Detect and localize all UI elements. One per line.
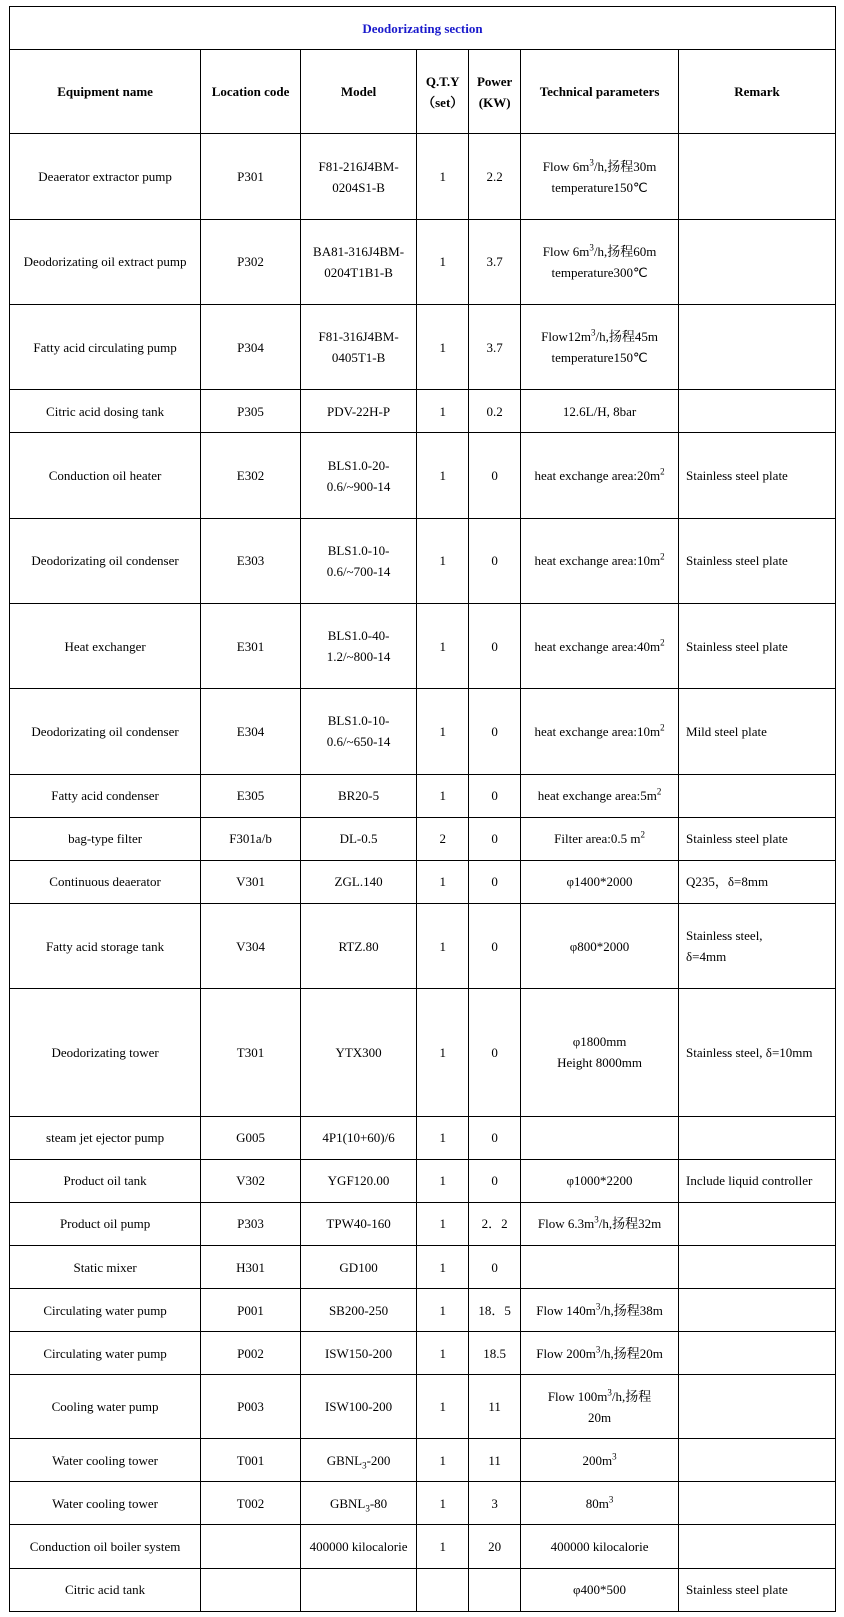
header-power-line1: Power — [476, 73, 513, 89]
technical-parameters-cell-line: heat exchange $area:40m^2$ — [534, 637, 665, 654]
location-code-cell: E301 — [201, 603, 301, 688]
section-title: Deodorizating section — [10, 7, 836, 50]
technical-parameters-cell-line: Flow $140m^3/h$,扬程38m — [536, 1301, 663, 1318]
technical-parameters-cell — [521, 817, 679, 860]
technical-parameters-cell-line: temperature300℃ — [551, 264, 648, 280]
model-cell-line: TPW40-160 — [326, 1216, 391, 1232]
location-code-cell: P303 — [201, 1202, 301, 1245]
location-code-cell — [201, 1568, 301, 1611]
equipment-name-cell: Water cooling tower — [10, 1439, 201, 1482]
power-cell: 0 — [469, 603, 521, 688]
technical-parameters-cell-line: temperature150℃ — [551, 350, 648, 366]
qty-cell: 1 — [417, 860, 469, 903]
remark-cell — [679, 304, 836, 389]
model-cell-line: GD100 — [339, 1259, 378, 1275]
technical-parameters-cell-line: Flow $200m^3/h$,扬程20m — [536, 1344, 663, 1361]
location-code-cell: T301 — [201, 989, 301, 1116]
qty-cell: 1 — [417, 1159, 469, 1202]
qty-cell: 1 — [417, 1332, 469, 1375]
model-cell — [300, 1289, 416, 1332]
remark-cell — [679, 1289, 836, 1332]
location-code-cell: E304 — [201, 689, 301, 774]
technical-parameters-cell-line: φ800*2000 — [569, 938, 630, 954]
equipment-name-cell: Circulating water pump — [10, 1289, 201, 1332]
remark-cell — [679, 1116, 836, 1159]
location-code-cell: F301a/b — [201, 817, 301, 860]
technical-parameters-cell — [521, 1525, 679, 1568]
header-location-code: Location code — [201, 50, 301, 134]
location-code-cell: P302 — [201, 219, 301, 304]
technical-parameters-cell — [521, 433, 679, 518]
remark-cell-line: Stainless steel plate — [686, 831, 788, 847]
model-cell — [300, 1568, 416, 1611]
model-cell-line: F81-216J4BM- — [318, 158, 399, 174]
power-cell: 3.7 — [469, 304, 521, 389]
technical-parameters-cell — [521, 219, 679, 304]
qty-cell: 1 — [417, 134, 469, 219]
model-cell-line: 0.6/~650-14 — [326, 734, 391, 750]
table-row — [10, 1332, 836, 1375]
model-cell-line: BLS1.0-20- — [327, 457, 390, 473]
table-row — [10, 603, 836, 688]
model-cell — [300, 774, 416, 817]
qty-cell: 1 — [417, 390, 469, 433]
power-cell — [469, 1568, 521, 1611]
equipment-name-cell: Heat exchanger — [10, 603, 201, 688]
technical-parameters-cell-line: heat exchange $area:20m^2$ — [534, 466, 665, 484]
technical-parameters-cell-line: φ400*500 — [573, 1582, 627, 1598]
header-qty — [417, 50, 469, 134]
model-cell — [300, 304, 416, 389]
model-cell-line: 400000 kilocalorie — [309, 1539, 408, 1554]
model-cell-line: ISW150-200 — [324, 1345, 393, 1361]
model-cell — [300, 860, 416, 903]
technical-parameters-cell — [521, 774, 679, 817]
remark-cell-line: Q235，δ=8mm — [686, 874, 769, 890]
header-qty-line2: （set） — [422, 94, 464, 110]
power-cell: 11 — [469, 1439, 521, 1482]
location-code-cell: E303 — [201, 518, 301, 603]
table-row — [10, 1525, 836, 1568]
model-cell-line: PDV-22H-P — [327, 403, 391, 419]
model-cell-line: RTZ.80 — [338, 938, 379, 954]
equipment-name-cell: Deodorizating tower — [10, 989, 201, 1116]
model-cell — [300, 1202, 416, 1245]
power-cell: 3.7 — [469, 219, 521, 304]
power-cell: 2．2 — [469, 1202, 521, 1245]
remark-cell — [679, 134, 836, 219]
model-cell — [300, 1246, 416, 1289]
model-cell — [300, 390, 416, 433]
model-cell-line: ISW100-200 — [324, 1399, 393, 1415]
location-code-cell: P001 — [201, 1289, 301, 1332]
table-row — [10, 1482, 836, 1525]
remark-cell — [679, 1439, 836, 1482]
technical-parameters-cell — [521, 1375, 679, 1439]
remark-cell — [679, 989, 836, 1116]
qty-cell: 1 — [417, 903, 469, 988]
remark-cell — [679, 603, 836, 688]
header-model: Model — [300, 50, 416, 134]
table-row — [10, 433, 836, 518]
model-cell — [300, 134, 416, 219]
equipment-name-cell: Deodorizating oil extract pump — [10, 219, 201, 304]
power-cell: 20 — [469, 1525, 521, 1568]
model-cell-line: BLS1.0-10- — [327, 713, 390, 729]
power-cell: 3 — [469, 1482, 521, 1525]
table-row — [10, 1289, 836, 1332]
table-row — [10, 689, 836, 774]
model-cell — [300, 1482, 416, 1525]
remark-cell — [679, 903, 836, 988]
location-code-cell: V302 — [201, 1159, 301, 1202]
equipment-name-cell: Product oil tank — [10, 1159, 201, 1202]
qty-cell: 1 — [417, 304, 469, 389]
technical-parameters-cell-line: φ1400*2000 — [566, 874, 633, 890]
power-cell: 0 — [469, 860, 521, 903]
qty-cell: 1 — [417, 1246, 469, 1289]
location-code-cell: P304 — [201, 304, 301, 389]
remark-cell-line: δ=4mm — [686, 949, 727, 965]
model-cell-line: $GBNL_3-200$ — [326, 1452, 391, 1471]
model-cell — [300, 817, 416, 860]
equipment-name-cell: Circulating water pump — [10, 1332, 201, 1375]
technical-parameters-cell — [521, 1202, 679, 1245]
technical-parameters-cell — [521, 1289, 679, 1332]
technical-parameters-cell — [521, 518, 679, 603]
location-code-cell: P003 — [201, 1375, 301, 1439]
technical-parameters-cell — [521, 134, 679, 219]
equipment-name-cell: steam jet ejector pump — [10, 1116, 201, 1159]
power-cell: 0 — [469, 1246, 521, 1289]
table-row — [10, 304, 836, 389]
remark-cell — [679, 390, 836, 433]
model-cell — [300, 1116, 416, 1159]
qty-cell: 2 — [417, 817, 469, 860]
equipment-name-cell: Product oil pump — [10, 1202, 201, 1245]
qty-cell: 1 — [417, 518, 469, 603]
power-cell: 0 — [469, 1159, 521, 1202]
location-code-cell: V301 — [201, 860, 301, 903]
model-cell-line: 0204S1-B — [332, 179, 385, 195]
equipment-name-cell: Fatty acid condenser — [10, 774, 201, 817]
equipment-name-cell: Deaerator extractor pump — [10, 134, 201, 219]
technical-parameters-cell — [521, 989, 679, 1116]
header-power-line2: (KW) — [478, 94, 511, 110]
power-cell: 0 — [469, 817, 521, 860]
remark-cell-line: Stainless steel plate — [686, 1582, 788, 1598]
remark-cell-line: Stainless steel plate — [686, 553, 788, 569]
location-code-cell: P002 — [201, 1332, 301, 1375]
remark-cell — [679, 774, 836, 817]
qty-cell: 1 — [417, 1525, 469, 1568]
table-row — [10, 390, 836, 433]
remark-cell — [679, 1568, 836, 1611]
equipment-name-cell: Conduction oil heater — [10, 433, 201, 518]
location-code-cell: P305 — [201, 390, 301, 433]
model-cell-line: ZGL.140 — [334, 874, 383, 890]
model-cell-line: YTX300 — [335, 1044, 382, 1060]
power-cell: 0 — [469, 433, 521, 518]
qty-cell: 1 — [417, 1116, 469, 1159]
remark-cell — [679, 1159, 836, 1202]
remark-cell — [679, 817, 836, 860]
technical-parameters-cell-line: φ1800mm — [572, 1034, 627, 1050]
technical-parameters-cell-line: 400000 kilocalorie — [550, 1539, 649, 1554]
location-code-cell: T002 — [201, 1482, 301, 1525]
technical-parameters-cell-line: temperature150℃ — [551, 179, 648, 195]
technical-parameters-cell — [521, 1568, 679, 1611]
qty-cell: 1 — [417, 1375, 469, 1439]
power-cell: 0 — [469, 989, 521, 1116]
qty-cell: 1 — [417, 603, 469, 688]
model-cell-line: 0405T1-B — [331, 350, 386, 366]
power-cell: 0 — [469, 903, 521, 988]
remark-cell-line: Stainless steel, δ=10mm — [686, 1044, 813, 1060]
table-row — [10, 903, 836, 988]
qty-cell — [417, 1568, 469, 1611]
model-cell-line: 0.6/~900-14 — [326, 478, 391, 494]
model-cell-line: SB200-250 — [328, 1302, 389, 1318]
model-cell-line: BLS1.0-10- — [327, 542, 390, 558]
technical-parameters-cell — [521, 1246, 679, 1289]
technical-parameters-cell-line: 12.6L/H, 8bar — [562, 403, 637, 419]
technical-parameters-cell — [521, 304, 679, 389]
technical-parameters-cell-line: Flow $6.3m^3/h$,扬程32m — [537, 1215, 662, 1232]
technical-parameters-cell — [521, 1159, 679, 1202]
power-cell: 0 — [469, 774, 521, 817]
model-cell-line: 4P1(10+60)/6 — [322, 1130, 395, 1146]
remark-cell-line: Include liquid controller — [686, 1173, 813, 1189]
qty-cell: 1 — [417, 989, 469, 1116]
model-cell — [300, 219, 416, 304]
remark-cell — [679, 1246, 836, 1289]
model-cell-line: BA81-316J4BM- — [313, 243, 405, 259]
location-code-cell: H301 — [201, 1246, 301, 1289]
qty-cell: 1 — [417, 433, 469, 518]
location-code-cell: G005 — [201, 1116, 301, 1159]
equipment-name-cell: Static mixer — [10, 1246, 201, 1289]
location-code-cell: E302 — [201, 433, 301, 518]
technical-parameters-cell-line: Height 8000mm — [557, 1055, 642, 1071]
remark-cell — [679, 1375, 836, 1439]
power-cell: 2.2 — [469, 134, 521, 219]
qty-cell: 1 — [417, 1202, 469, 1245]
equipment-name-cell: Conduction oil boiler system — [10, 1525, 201, 1568]
table-row — [10, 1568, 836, 1611]
table-row — [10, 989, 836, 1116]
table-row — [10, 817, 836, 860]
equipment-name-cell: Cooling water pump — [10, 1375, 201, 1439]
power-cell: 0 — [469, 1116, 521, 1159]
equipment-name-cell: Fatty acid circulating pump — [10, 304, 201, 389]
table-row — [10, 1159, 836, 1202]
technical-parameters-cell-line: Flow $100m^3/h$,扬程 — [547, 1387, 652, 1404]
table-row — [10, 219, 836, 304]
model-cell-line: BR20-5 — [337, 788, 380, 804]
table-row — [10, 860, 836, 903]
header-power — [469, 50, 521, 134]
location-code-cell: V304 — [201, 903, 301, 988]
remark-cell — [679, 1202, 836, 1245]
header-technical-parameters: Technical parameters — [521, 50, 679, 134]
technical-parameters-cell — [521, 903, 679, 988]
model-cell — [300, 1525, 416, 1568]
model-cell — [300, 603, 416, 688]
model-cell-line: BLS1.0-40- — [327, 628, 390, 644]
technical-parameters-cell — [521, 1439, 679, 1482]
technical-parameters-cell-line: Filter area:0.5 $m^2$ — [554, 829, 645, 847]
equipment-name-cell: Citric acid tank — [10, 1568, 201, 1611]
remark-cell — [679, 689, 836, 774]
remark-cell — [679, 1332, 836, 1375]
model-cell-line: 0.6/~700-14 — [326, 563, 391, 579]
location-code-cell: E305 — [201, 774, 301, 817]
qty-cell: 1 — [417, 219, 469, 304]
technical-parameters-cell-line: heat exchange $area:5m^2$ — [537, 786, 662, 804]
model-cell-line: 0204T1B1-B — [324, 264, 393, 280]
power-cell: 11 — [469, 1375, 521, 1439]
power-cell: 18．5 — [469, 1289, 521, 1332]
table-row — [10, 1202, 836, 1245]
qty-cell: 1 — [417, 774, 469, 817]
remark-cell — [679, 433, 836, 518]
model-cell — [300, 1375, 416, 1439]
model-cell — [300, 689, 416, 774]
location-code-cell: P301 — [201, 134, 301, 219]
title-row — [10, 7, 836, 50]
model-cell — [300, 433, 416, 518]
qty-cell: 1 — [417, 689, 469, 774]
remark-cell — [679, 860, 836, 903]
technical-parameters-cell — [521, 1482, 679, 1525]
model-cell-line: 1.2/~800-14 — [326, 649, 391, 665]
remark-cell — [679, 518, 836, 603]
technical-parameters-cell-line: heat exchange $area:10m^2$ — [534, 551, 665, 569]
model-cell — [300, 989, 416, 1116]
qty-cell: 1 — [417, 1289, 469, 1332]
equipment-name-cell: Fatty acid storage tank — [10, 903, 201, 988]
model-cell-line: DL-0.5 — [339, 831, 378, 847]
technical-parameters-cell — [521, 1332, 679, 1375]
equipment-table — [9, 6, 836, 1612]
model-cell-line: F81-316J4BM- — [318, 329, 399, 345]
header-qty-line1: Q.T.Y — [425, 73, 460, 89]
location-code-cell: T001 — [201, 1439, 301, 1482]
power-cell: 0 — [469, 689, 521, 774]
remark-cell-line: Stainless steel plate — [686, 638, 788, 654]
qty-cell: 1 — [417, 1439, 469, 1482]
equipment-name-cell: Deodorizating oil condenser — [10, 518, 201, 603]
power-cell: 18.5 — [469, 1332, 521, 1375]
technical-parameters-cell-line: heat exchange $area:10m^2$ — [534, 722, 665, 739]
equipment-name-cell: bag-type filter — [10, 817, 201, 860]
remark-cell — [679, 219, 836, 304]
technical-parameters-cell-line: Flow $6m^3/h$,扬程30m — [542, 157, 657, 174]
technical-parameters-cell-line: 20m — [588, 1409, 612, 1425]
table-row — [10, 134, 836, 219]
model-cell — [300, 903, 416, 988]
technical-parameters-cell — [521, 603, 679, 688]
technical-parameters-cell-line: $200m^3$ — [582, 1451, 617, 1468]
remark-cell — [679, 1525, 836, 1568]
equipment-name-cell: Deodorizating oil condenser — [10, 689, 201, 774]
qty-cell: 1 — [417, 1482, 469, 1525]
header-row — [10, 50, 836, 134]
header-equipment-name: Equipment name — [10, 50, 201, 134]
power-cell: 0.2 — [469, 390, 521, 433]
location-code-cell — [201, 1525, 301, 1568]
table-row — [10, 774, 836, 817]
technical-parameters-cell-line: $80m^3$ — [585, 1494, 614, 1511]
technical-parameters-cell — [521, 860, 679, 903]
technical-parameters-cell — [521, 1116, 679, 1159]
equipment-name-cell: Water cooling tower — [10, 1482, 201, 1525]
header-remark: Remark — [679, 50, 836, 134]
technical-parameters-cell-line: Flow $6m^3/h$,扬程60m — [542, 242, 657, 259]
equipment-name-cell: Continuous deaerator — [10, 860, 201, 903]
table-row — [10, 1246, 836, 1289]
table-row — [10, 518, 836, 603]
remark-cell-line: Mild steel plate — [686, 723, 767, 739]
model-cell — [300, 1439, 416, 1482]
model-cell-line: YGF120.00 — [327, 1173, 390, 1189]
table-row — [10, 1439, 836, 1482]
remark-cell-line: Stainless steel plate — [686, 468, 788, 484]
model-cell-line: $GBNL_3-80$ — [329, 1495, 388, 1514]
table-row — [10, 1116, 836, 1159]
remark-cell — [679, 1482, 836, 1525]
remark-cell-line: Stainless steel, — [686, 928, 763, 944]
technical-parameters-cell-line: φ1000*2200 — [566, 1173, 633, 1189]
model-cell — [300, 1332, 416, 1375]
technical-parameters-cell-line: $Flow12m^3/h$,扬程45m — [541, 327, 658, 345]
model-cell — [300, 1159, 416, 1202]
power-cell: 0 — [469, 518, 521, 603]
technical-parameters-cell — [521, 689, 679, 774]
equipment-name-cell: Citric acid dosing tank — [10, 390, 201, 433]
table-row — [10, 1375, 836, 1439]
model-cell — [300, 518, 416, 603]
technical-parameters-cell — [521, 390, 679, 433]
